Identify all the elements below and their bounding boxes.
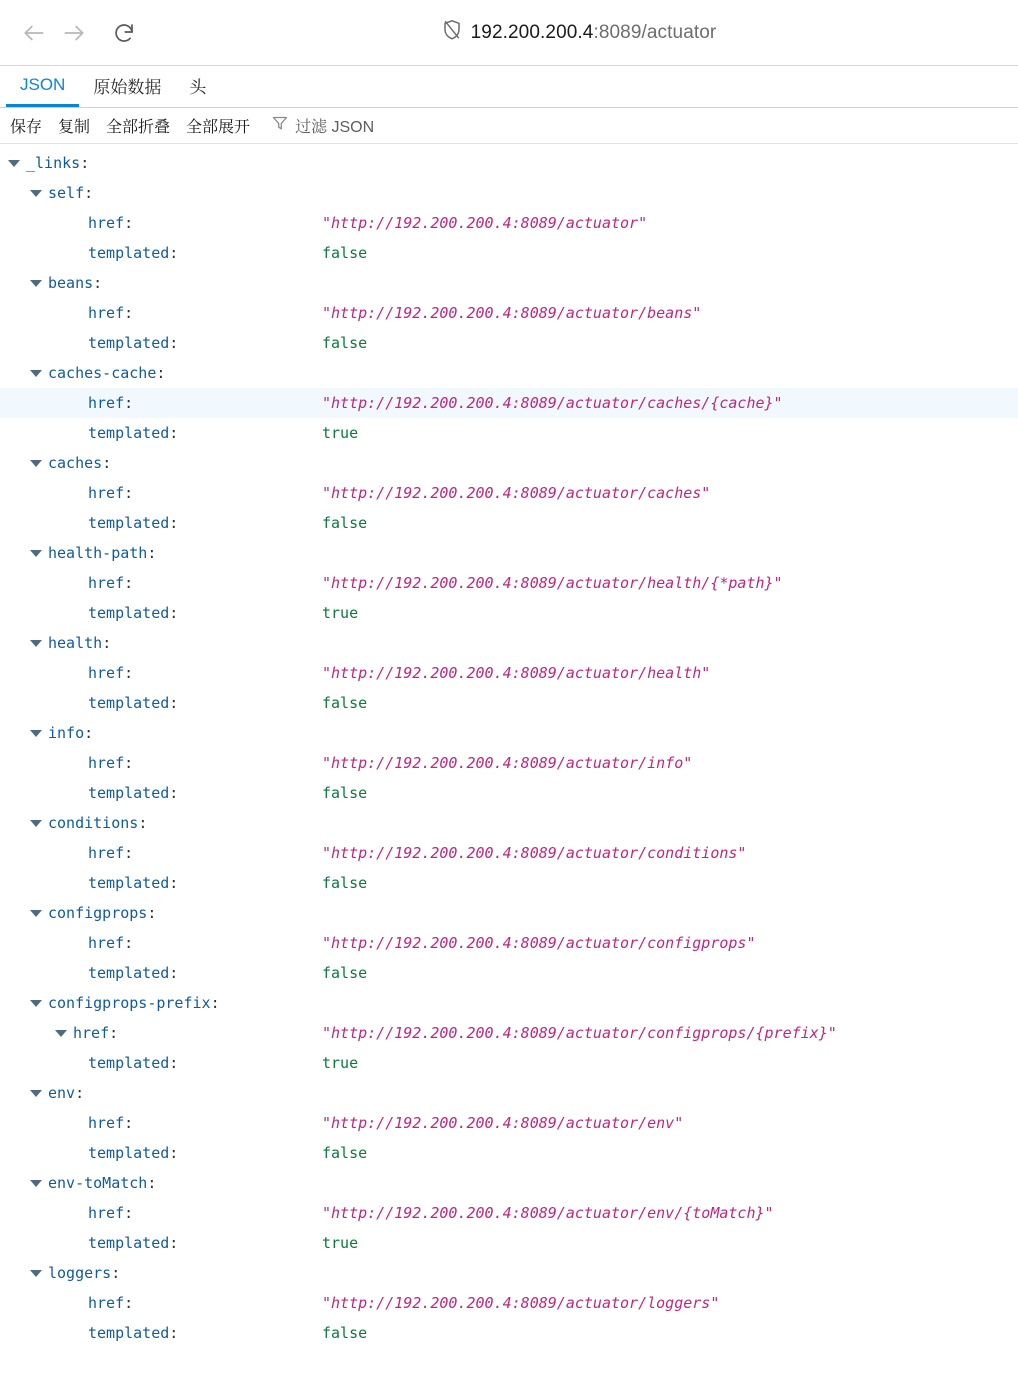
json-value: false xyxy=(322,1324,368,1342)
json-colon: : xyxy=(169,874,179,892)
json-colon: : xyxy=(169,244,179,262)
json-value: "http://192.200.200.4:8089/actuator" xyxy=(322,214,648,232)
json-value: false xyxy=(322,514,368,532)
json-colon: : xyxy=(124,214,134,232)
json-row[interactable] xyxy=(0,1168,1018,1198)
json-colon: : xyxy=(124,304,134,322)
filter-icon xyxy=(272,115,288,136)
reload-icon xyxy=(112,21,136,45)
json-colon: : xyxy=(124,844,134,862)
row-spacer xyxy=(70,847,83,860)
browser-toolbar xyxy=(0,0,1018,66)
row-spacer xyxy=(70,1327,83,1340)
json-key: templated xyxy=(88,334,170,352)
json-key: templated xyxy=(88,1054,170,1072)
json-row[interactable] xyxy=(0,928,1018,958)
json-row[interactable] xyxy=(0,838,1018,868)
json-key: caches-cache xyxy=(48,364,157,382)
json-key: _links xyxy=(26,154,81,172)
json-colon: : xyxy=(147,544,157,562)
json-key: health-path xyxy=(48,544,148,562)
expand-all-button[interactable]: 全部展开 xyxy=(186,119,251,136)
json-key: href xyxy=(73,1024,110,1042)
json-value: false xyxy=(322,784,368,802)
json-key: templated xyxy=(88,1234,170,1252)
row-spacer xyxy=(70,787,83,800)
json-colon: : xyxy=(169,424,179,442)
json-value: "http://192.200.200.4:8089/actuator/beans" xyxy=(322,304,702,322)
json-row[interactable] xyxy=(0,658,1018,688)
row-spacer xyxy=(70,517,83,530)
json-colon: : xyxy=(124,934,134,952)
json-value: "http://192.200.200.4:8089/actuator/info" xyxy=(322,754,693,772)
filter-json-input[interactable] xyxy=(272,114,374,137)
json-value: "http://192.200.200.4:8089/actuator/env" xyxy=(322,1114,684,1132)
json-colon: : xyxy=(124,664,134,682)
json-colon: : xyxy=(147,1174,157,1192)
json-colon: : xyxy=(84,184,94,202)
json-value: false xyxy=(322,244,368,262)
json-colon: : xyxy=(124,484,134,502)
url-path: :8089/actuator xyxy=(593,21,717,43)
json-row[interactable] xyxy=(0,1138,1018,1168)
json-toolbar xyxy=(0,108,1018,144)
json-value: "http://192.200.200.4:8089/actuator/env/{toMatch}" xyxy=(322,1204,774,1222)
copy-button[interactable]: 复制 xyxy=(58,119,91,136)
row-spacer xyxy=(70,757,83,770)
json-row[interactable] xyxy=(0,778,1018,808)
json-key: href xyxy=(88,574,125,592)
json-key: href xyxy=(88,934,125,952)
json-row[interactable] xyxy=(0,298,1018,328)
json-value: true xyxy=(322,1234,359,1252)
json-colon: : xyxy=(169,604,179,622)
json-colon: : xyxy=(156,364,166,382)
json-value: false xyxy=(322,964,368,982)
json-colon: : xyxy=(80,154,90,172)
chevron-down-icon[interactable] xyxy=(30,997,43,1010)
json-colon: : xyxy=(102,634,112,652)
row-spacer xyxy=(70,1117,83,1130)
json-colon: : xyxy=(124,394,134,412)
json-row[interactable] xyxy=(0,148,1018,178)
json-colon: : xyxy=(169,784,179,802)
json-key: loggers xyxy=(48,1264,112,1282)
json-row[interactable] xyxy=(0,478,1018,508)
row-spacer xyxy=(70,967,83,980)
json-row[interactable] xyxy=(0,268,1018,298)
json-row[interactable] xyxy=(0,178,1018,208)
collapse-all-button[interactable]: 全部折叠 xyxy=(106,119,171,136)
json-row[interactable] xyxy=(0,1108,1018,1138)
json-key: env xyxy=(48,1084,76,1102)
json-value: false xyxy=(322,1144,368,1162)
json-row[interactable] xyxy=(0,1078,1018,1108)
row-spacer xyxy=(70,1057,83,1070)
json-colon: : xyxy=(124,1114,134,1132)
tab-headers[interactable]: 头 xyxy=(189,77,207,97)
json-value: "http://192.200.200.4:8089/actuator/configprops/{prefix}" xyxy=(322,1024,837,1042)
json-colon: : xyxy=(169,1054,179,1072)
json-colon: : xyxy=(124,1294,134,1312)
row-spacer xyxy=(70,577,83,590)
json-row[interactable] xyxy=(0,448,1018,478)
json-key: href xyxy=(88,844,125,862)
row-spacer xyxy=(70,337,83,350)
row-spacer xyxy=(70,217,83,230)
json-value: false xyxy=(322,874,368,892)
json-row[interactable] xyxy=(0,988,1018,1018)
json-row[interactable] xyxy=(0,388,1018,418)
address-bar[interactable] xyxy=(154,14,1004,52)
json-tree xyxy=(0,144,1018,1348)
json-key: templated xyxy=(88,694,170,712)
json-colon: : xyxy=(138,814,148,832)
json-key: templated xyxy=(88,784,170,802)
chevron-down-icon[interactable] xyxy=(30,457,43,470)
json-row[interactable] xyxy=(0,538,1018,568)
json-key: conditions xyxy=(48,814,139,832)
json-key: href xyxy=(88,1294,125,1312)
json-row[interactable] xyxy=(0,1318,1018,1348)
row-spacer xyxy=(70,697,83,710)
json-colon: : xyxy=(75,1084,85,1102)
json-colon: : xyxy=(93,274,103,292)
json-key: caches xyxy=(48,454,103,472)
json-key: templated xyxy=(88,1324,170,1342)
json-value: false xyxy=(322,694,368,712)
row-spacer xyxy=(70,397,83,410)
chevron-down-icon[interactable] xyxy=(30,277,43,290)
chevron-down-icon[interactable] xyxy=(55,1027,68,1040)
json-value: "http://192.200.200.4:8089/actuator/conditions" xyxy=(322,844,747,862)
json-colon: : xyxy=(124,574,134,592)
chevron-down-icon[interactable] xyxy=(30,637,43,650)
chevron-down-icon[interactable] xyxy=(30,727,43,740)
json-row[interactable] xyxy=(0,598,1018,628)
json-key: href xyxy=(88,1114,125,1132)
json-row[interactable] xyxy=(0,328,1018,358)
row-spacer xyxy=(70,937,83,950)
json-key: configprops xyxy=(48,904,148,922)
json-key: templated xyxy=(88,964,170,982)
json-colon: : xyxy=(102,454,112,472)
row-spacer xyxy=(70,877,83,890)
json-row[interactable] xyxy=(0,808,1018,838)
json-key: env-toMatch xyxy=(48,1174,148,1192)
chevron-down-icon[interactable] xyxy=(30,1087,43,1100)
json-colon: : xyxy=(124,754,134,772)
json-row[interactable] xyxy=(0,628,1018,658)
json-row[interactable] xyxy=(0,898,1018,928)
row-spacer xyxy=(70,487,83,500)
json-row[interactable] xyxy=(0,958,1018,988)
row-spacer xyxy=(70,427,83,440)
json-key: href xyxy=(88,394,125,412)
json-value: true xyxy=(322,1054,359,1072)
chevron-down-icon[interactable] xyxy=(30,1267,43,1280)
json-value: true xyxy=(322,604,359,622)
json-value: "http://192.200.200.4:8089/actuator/loggers" xyxy=(322,1294,720,1312)
json-colon: : xyxy=(169,334,179,352)
chevron-down-icon[interactable] xyxy=(30,817,43,830)
chevron-down-icon[interactable] xyxy=(8,157,21,170)
chevron-down-icon[interactable] xyxy=(30,547,43,560)
reload-button[interactable] xyxy=(104,13,144,53)
json-colon: : xyxy=(147,904,157,922)
json-colon: : xyxy=(210,994,220,1012)
json-key: templated xyxy=(88,874,170,892)
row-spacer xyxy=(70,1237,83,1250)
json-value: "http://192.200.200.4:8089/actuator/caches/{cache}" xyxy=(322,394,783,412)
tracking-protection-icon[interactable] xyxy=(442,19,462,46)
json-key: configprops-prefix xyxy=(48,994,211,1012)
json-row[interactable] xyxy=(0,1018,1018,1048)
row-spacer xyxy=(70,1207,83,1220)
back-arrow-icon xyxy=(21,20,47,46)
row-spacer xyxy=(70,1297,83,1310)
tab-raw-data[interactable]: 原始数据 xyxy=(93,77,162,97)
json-row[interactable] xyxy=(0,1288,1018,1318)
row-spacer xyxy=(70,247,83,260)
json-key: templated xyxy=(88,604,170,622)
json-key: templated xyxy=(88,424,170,442)
json-row[interactable] xyxy=(0,1198,1018,1228)
json-colon: : xyxy=(169,1324,179,1342)
json-key: href xyxy=(88,484,125,502)
json-key: href xyxy=(88,1204,125,1222)
json-row[interactable] xyxy=(0,1258,1018,1288)
json-key: health xyxy=(48,634,103,652)
json-row[interactable] xyxy=(0,1228,1018,1258)
forward-arrow-icon xyxy=(61,20,87,46)
json-colon: : xyxy=(169,694,179,712)
json-value: false xyxy=(322,334,368,352)
json-key: templated xyxy=(88,244,170,262)
json-viewer-tabs xyxy=(0,66,1018,108)
chevron-down-icon[interactable] xyxy=(30,187,43,200)
url-host: 192.200.200.4 xyxy=(470,21,594,43)
json-row[interactable] xyxy=(0,208,1018,238)
chevron-down-icon[interactable] xyxy=(30,367,43,380)
json-key: href xyxy=(88,214,125,232)
json-row[interactable] xyxy=(0,718,1018,748)
json-row[interactable] xyxy=(0,868,1018,898)
json-key: self xyxy=(48,184,85,202)
json-colon: : xyxy=(169,964,179,982)
json-value: "http://192.200.200.4:8089/actuator/health" xyxy=(322,664,711,682)
json-key: beans xyxy=(48,274,94,292)
json-colon: : xyxy=(84,724,94,742)
json-colon: : xyxy=(169,514,179,532)
chevron-down-icon[interactable] xyxy=(30,907,43,920)
json-row[interactable] xyxy=(0,1048,1018,1078)
row-spacer xyxy=(70,607,83,620)
json-key: info xyxy=(48,724,85,742)
tab-json[interactable]: JSON xyxy=(6,66,79,107)
json-row[interactable] xyxy=(0,418,1018,448)
json-colon: : xyxy=(169,1144,179,1162)
row-spacer xyxy=(70,307,83,320)
forward-button[interactable] xyxy=(54,13,94,53)
chevron-down-icon[interactable] xyxy=(30,1177,43,1190)
save-button[interactable]: 保存 xyxy=(10,119,43,136)
json-colon: : xyxy=(169,1234,179,1252)
json-row[interactable] xyxy=(0,238,1018,268)
json-row[interactable] xyxy=(0,688,1018,718)
back-button[interactable] xyxy=(14,13,54,53)
json-colon: : xyxy=(124,1204,134,1222)
json-key: href xyxy=(88,664,125,682)
json-colon: : xyxy=(111,1264,121,1282)
json-value: true xyxy=(322,424,359,442)
json-value: "http://192.200.200.4:8089/actuator/health/{*path}" xyxy=(322,574,783,592)
json-row[interactable] xyxy=(0,358,1018,388)
row-spacer xyxy=(70,667,83,680)
json-colon: : xyxy=(109,1024,119,1042)
json-value: "http://192.200.200.4:8089/actuator/configprops" xyxy=(322,934,756,952)
json-row[interactable] xyxy=(0,748,1018,778)
json-key: templated xyxy=(88,514,170,532)
json-row[interactable] xyxy=(0,568,1018,598)
json-key: templated xyxy=(88,1144,170,1162)
json-key: href xyxy=(88,304,125,322)
json-value: "http://192.200.200.4:8089/actuator/caches" xyxy=(322,484,711,502)
filter-json-placeholder: 过滤 JSON xyxy=(295,119,375,136)
json-row[interactable] xyxy=(0,508,1018,538)
row-spacer xyxy=(70,1147,83,1160)
json-key: href xyxy=(88,754,125,772)
